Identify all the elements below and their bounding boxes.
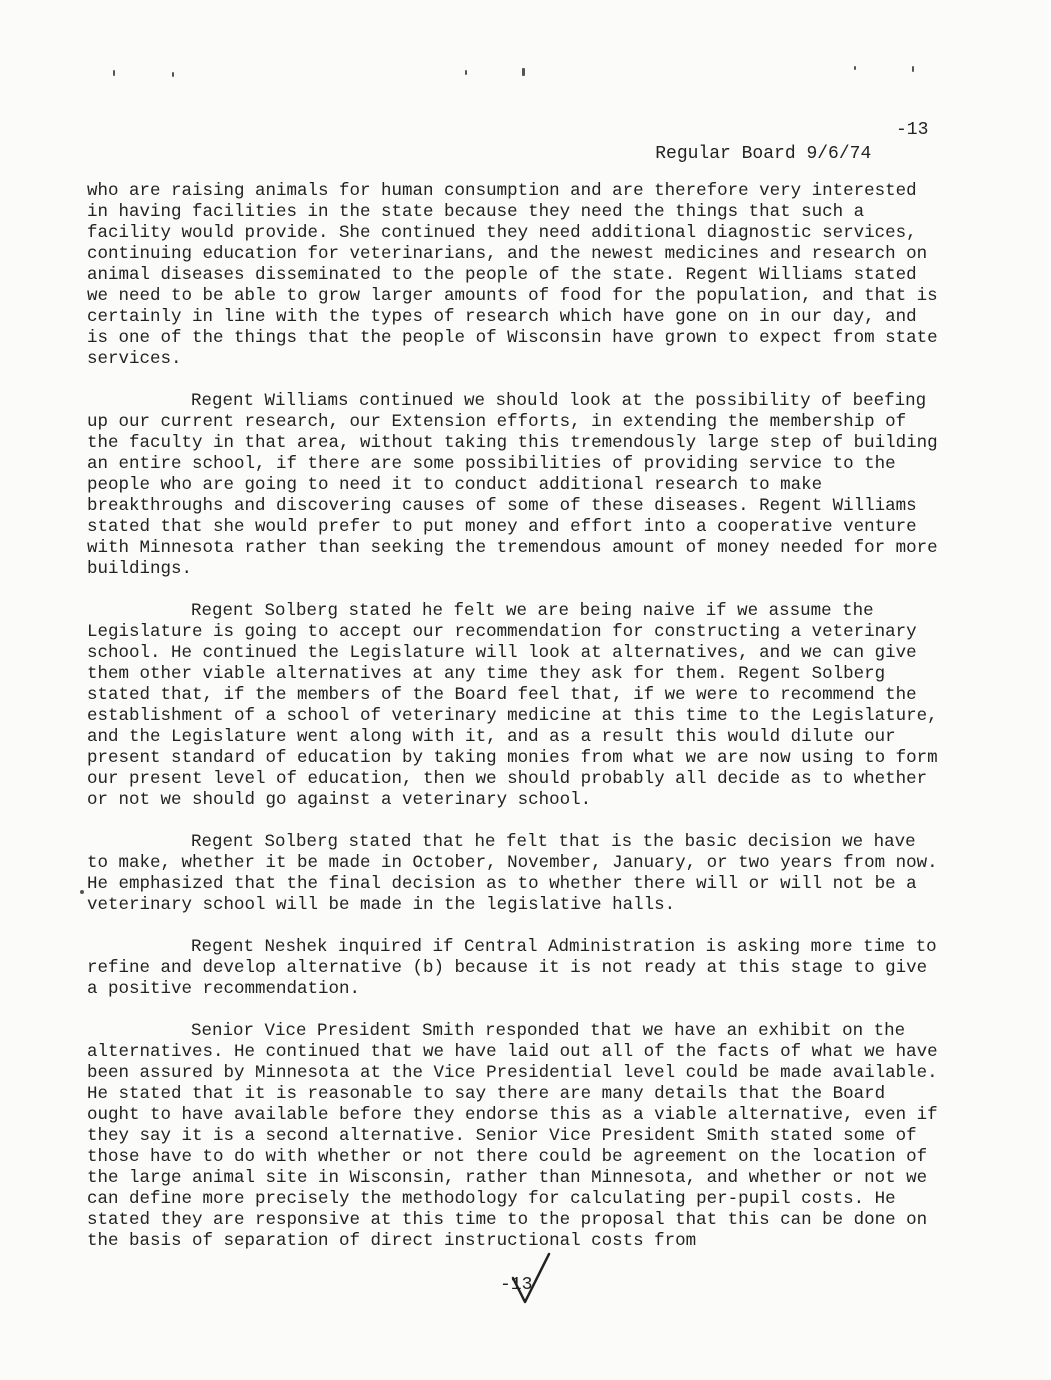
scan-speck bbox=[465, 70, 467, 75]
paragraph-text: Regent Solberg stated that he felt that is the basic decision we have to make, whether it be made in October, November, January, or two years from now. He emphasized that the final decision as to whether there will or will not be a veterinary school will be made in the legislative halls. bbox=[87, 832, 938, 915]
paragraph bbox=[87, 832, 947, 916]
paragraph bbox=[87, 937, 947, 1000]
paragraph-text: who are raising animals for human consumption and are therefore very interested in having facilities in the state because they need the things that such a facility would provide. She continued they need additional diagnostic services, continuing education for veterinarians, and the newest medicines and research on animal diseases disseminated to the people of the state. Regent Williams stated we need to be able to grow larger amounts of food for the population, and that is certainly in line with the types of research which have gone on in our day, and is one of the things that the people of Wisconsin have grown to expect from state services. bbox=[87, 181, 938, 369]
header-title: Regular Board 9/6/74 bbox=[655, 144, 872, 164]
scan-speck bbox=[854, 66, 856, 70]
paragraph bbox=[87, 1021, 947, 1252]
paragraph-text: Senior Vice President Smith responded that we have an exhibit on the alternatives. He continued that we have laid out all of the facts of what we have been assured by Minnesota at the Vice Presidential level could be made available. He stated that it is reasonable to say there are many details that the Board ought to have available before they endorse this as a viable alternative, even if they say it is a second alternative. Senior Vice President Smith stated some of those have to do with whether or not there could be agreement on the location of the large animal site in Wisconsin, rather than Minnesota, and whether or not we can define more precisely the methodology for calculating per-pupil costs. He stated they are responsive at this time to the proposal that this can be done on the basis of separation of direct instructional costs from bbox=[87, 1021, 938, 1251]
scan-speck bbox=[80, 890, 84, 894]
paragraph-text: Regent Williams continued we should look at the possibility of beefing up our current research, our Extension efforts, in extending the membership of the faculty in that area, without taking this tremendously large step of building an entire school, if there are some possibilities of providing service to the people who are going to need it to conduct additional research to make breakthroughs and discovering causes of some of these diseases. Regent Williams stated that she would prefer to put money and effort into a cooperative venture with Minnesota rather than seeking the tremendous amount of money needed for more buildings. bbox=[87, 391, 938, 579]
paragraph bbox=[87, 601, 947, 811]
paragraph bbox=[87, 391, 947, 580]
paragraph-text: Regent Solberg stated he felt we are being naive if we assume the Legislature is going to accept our recommendation for constructing a veterinary school. He continued the Legislature will look at alternatives, and we can give them other viable alternatives at any time they ask for them. Regent Solberg stated that, if the members of the Board feel that, if we were to recommend the establishment of a school of veterinary medicine at this time to the Legislature, and the Legislature went along with it, and as a result this would dilute our present standard of education by taking monies from what we are now using to form our present level of education, then we should probably all decide as to whether or not we should go against a veterinary school. bbox=[87, 601, 938, 810]
footer-page-number: -13 bbox=[500, 1275, 533, 1295]
scan-speck bbox=[912, 66, 914, 72]
document-body bbox=[87, 181, 947, 1273]
scan-speck bbox=[113, 70, 115, 76]
paragraph-text: Regent Neshek inquired if Central Administration is asking more time to refine and develop alternative (b) because it is not ready at this stage to give a positive recommendation. bbox=[87, 937, 937, 999]
scan-speck bbox=[172, 72, 174, 77]
scan-speck bbox=[522, 68, 525, 76]
checkmark-icon bbox=[505, 1248, 555, 1308]
header-page-number: -13 bbox=[896, 120, 929, 140]
paragraph bbox=[87, 181, 947, 370]
